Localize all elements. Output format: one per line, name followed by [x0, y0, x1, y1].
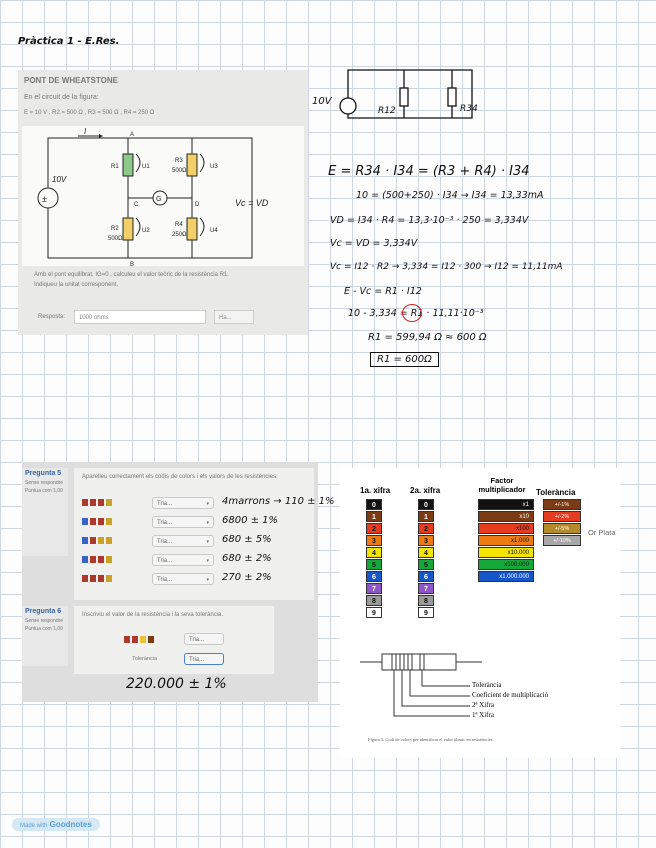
source-label: 10V [52, 175, 67, 184]
q5-meta-1: Sense respondre [25, 480, 64, 486]
made-with-text: Made with [20, 823, 48, 829]
q6-info-box [22, 606, 68, 666]
color-band [98, 537, 104, 544]
quiz-row-select-text: Tria... [157, 501, 173, 507]
color-band [90, 556, 96, 563]
digit-cell: 7 [418, 583, 434, 594]
q6-prompt: Inscriviu el valor de la resistència i la seva tolerància. [82, 612, 224, 618]
chevron-down-icon: ▾ [206, 558, 209, 564]
quiz-row-select-text: Tria... [157, 577, 173, 583]
multiplier-cell: x1.000 [478, 535, 534, 546]
digit-cell: 7 [366, 583, 382, 594]
wheatstone-photo [18, 70, 308, 335]
multiplier-cell: x100.000 [478, 559, 534, 570]
q6-title: Pregunta 6 [25, 608, 62, 615]
multiplier-header: Factor multiplicador [478, 476, 526, 494]
u3-label: U3 [210, 164, 218, 170]
goodnotes-brand: Goodnotes [49, 820, 92, 829]
color-band [82, 575, 88, 582]
multiplier-cell: x1 [478, 499, 534, 510]
q5-title: Pregunta 5 [25, 470, 62, 477]
legend-first-digit: 1ª Xifra [472, 711, 494, 719]
q5-meta-2: Puntua com 1,00 [25, 488, 63, 494]
quiz-row-select-text: Tria... [157, 558, 173, 564]
quiz-row-handwritten-answer: 680 ± 2% [222, 553, 272, 564]
chevron-down-icon: ▾ [206, 539, 209, 545]
color-band [98, 499, 104, 506]
photo-given: E = 10 V , R2 = 500 Ω , R3 = 500 Ω , R4 = 250 Ω [24, 110, 155, 116]
digit-cell: 6 [418, 571, 434, 582]
color-band [82, 556, 88, 563]
r2-label: R2 [111, 226, 119, 232]
digit-cell: 1 [418, 511, 434, 522]
quiz-row-select[interactable] [152, 497, 214, 509]
figure-caption: Figura 3. Codi de colors per identificar el valor òhmic en resistències. [368, 737, 494, 742]
multiplier-cell: x10 [478, 511, 534, 522]
color-band [82, 499, 88, 506]
digit-cell: 8 [418, 595, 434, 606]
multiplier-cell: x1.000.000 [478, 571, 534, 582]
q6-band-3 [140, 636, 146, 643]
note-line-6: E - Vc = R1 · I12 [344, 286, 422, 297]
note-line-5: Vc = I12 · R2 → 3,334 = I12 · 300 → I12 = 11,11mA [330, 262, 563, 272]
tolerance-side-note: Or Plata [588, 528, 616, 537]
second-digit-header: 2a. xifra [410, 486, 441, 495]
digit-cell: 5 [366, 559, 382, 570]
q6-meta-2: Puntua com 1,00 [25, 626, 63, 632]
r3-label: R3 [175, 158, 183, 164]
quiz-row-select[interactable] [152, 554, 214, 566]
quiz-row [22, 515, 318, 531]
resistor-band-figure [356, 648, 486, 738]
quiz-row-handwritten-answer: 4marrons → 110 ± 1% [222, 496, 335, 507]
q6-band-2 [132, 636, 138, 643]
color-band [82, 518, 88, 525]
quiz-row-handwritten-answer: 6800 ± 1% [222, 515, 279, 526]
digit-cell: 0 [418, 499, 434, 510]
chevron-down-icon: ▾ [206, 501, 209, 507]
q6-meta-1: Sense respondre [25, 618, 64, 624]
digit-cell: 9 [418, 607, 434, 618]
digit-cell: 2 [418, 523, 434, 534]
handwritten-schematic [330, 60, 500, 130]
color-band [106, 499, 112, 506]
schematic-source-label: 10V [312, 96, 332, 107]
color-band [106, 556, 112, 563]
legend-second-digit: 2ª Xifra [472, 701, 494, 709]
photo-question: Amb el pont equilibrat, IG=0 , calculeu el valor teòric de la resistència R1. [34, 272, 229, 278]
galvanometer-label: G [156, 196, 162, 203]
q6-content [74, 606, 274, 674]
tolerance-cell: +/-1% [543, 499, 581, 510]
quiz-row-select[interactable] [152, 573, 214, 585]
q6-tolerance-label: Tolerància [132, 656, 158, 662]
quiz-row-select[interactable] [152, 516, 214, 528]
node-b: B [130, 262, 135, 268]
q6-tolerance-select-text: Tria... [189, 657, 205, 663]
unit-select[interactable] [214, 310, 254, 324]
note-line-7: 10 - 3,334 = R1 · 11,11·10⁻³ [348, 308, 484, 319]
q6-band-1 [124, 636, 130, 643]
digit-cell: 3 [418, 535, 434, 546]
photo-question-2: Indiqueu la unitat corresponent. [34, 282, 119, 288]
note-line-3: VD = I34 · R4 = 13,3·10⁻³ · 250 = 3,334V [330, 215, 529, 226]
u2-label: U2 [142, 228, 150, 234]
legend-tolerance: Tolerància [472, 681, 502, 689]
r1-label: R1 [111, 164, 119, 170]
q6-value-select[interactable] [184, 633, 224, 645]
wheatstone-circuit-diagram [22, 126, 304, 266]
color-band [90, 575, 96, 582]
r4-value: 250Ω [172, 232, 187, 238]
digit-cell: 9 [366, 607, 382, 618]
q6-band-4 [148, 636, 154, 643]
digit-cell: 6 [366, 571, 382, 582]
quiz-row [22, 572, 318, 588]
color-band [98, 518, 104, 525]
answer-input[interactable]: 1000 ohms [74, 310, 206, 324]
r2-value: 500Ω [108, 236, 123, 242]
node-c: C [134, 202, 139, 208]
q5-prompt: Aparelleu correctament els codis de colors i els valors de les resistències: [82, 474, 278, 480]
digit-cell: 4 [418, 547, 434, 558]
quiz-row [22, 496, 335, 512]
note-line-8: R1 = 599,94 Ω ≈ 600 Ω [368, 332, 487, 343]
u4-label: U4 [210, 228, 218, 234]
chevron-down-icon: ▾ [206, 520, 209, 526]
tolerance-cell: +/-5% [543, 523, 581, 534]
digit-cell: 2 [366, 523, 382, 534]
quiz-row-select-text: Tria... [157, 520, 173, 526]
schematic-r12-label: R12 [378, 106, 396, 116]
color-band [90, 537, 96, 544]
quiz-row [22, 553, 318, 569]
r1-circle [402, 304, 422, 322]
circuit-figure [22, 126, 304, 266]
tolerance-header: Tolerància [536, 488, 576, 497]
multiplier-cell: x100 [478, 523, 534, 534]
tolerance-cell: +/-10% [543, 535, 581, 546]
result-box: R1 = 600Ω [370, 352, 439, 367]
q6-value-select-text: Tria... [189, 637, 205, 643]
chevron-down-icon: ▾ [206, 577, 209, 583]
color-band [90, 499, 96, 506]
color-band [98, 575, 104, 582]
color-band [106, 575, 112, 582]
digit-cell: 0 [366, 499, 382, 510]
schematic-r34-label: R34 [460, 104, 478, 114]
legend-multiplier: Coeficient de multiplicació [472, 691, 549, 699]
page-title: Pràctica 1 - E.Res. [18, 36, 120, 47]
color-band [106, 537, 112, 544]
digit-cell: 4 [366, 547, 382, 558]
current-label: I [84, 127, 87, 136]
unit-select-value: Ha... [219, 315, 232, 321]
color-band [82, 537, 88, 544]
r3-value: 500Ω [172, 168, 187, 174]
note-line-1: E = R34 · I34 = (R3 + R4) · I34 [328, 164, 530, 179]
quiz-row-select-text: Tria... [157, 539, 173, 545]
r4-label: R4 [175, 222, 183, 228]
svg-text:±: ± [42, 194, 47, 204]
digit-cell: 5 [418, 559, 434, 570]
goodnotes-badge[interactable] [12, 818, 100, 831]
photo-heading: PONT DE WHEATSTONE [24, 76, 118, 85]
digit-cell: 1 [366, 511, 382, 522]
photo-intro: En el circuit de la figura: [24, 94, 99, 101]
node-d: D [195, 202, 200, 208]
color-band [98, 556, 104, 563]
multiplier-cell: x10.000 [478, 547, 534, 558]
u1-label: U1 [142, 164, 150, 170]
quiz-row-handwritten-answer: 680 ± 5% [222, 534, 272, 545]
digit-cell: 3 [366, 535, 382, 546]
quiz-row [22, 534, 318, 550]
answer-label: Resposta: [38, 314, 66, 320]
first-digit-header: 1a. xifra [360, 486, 391, 495]
bridge-equation: Vc = VD [235, 198, 269, 208]
color-band [90, 518, 96, 525]
quiz-row-select[interactable] [152, 535, 214, 547]
note-line-4: Vc = VD = 3,334V [330, 238, 418, 249]
quiz-photo [22, 462, 335, 702]
digit-cell: 8 [366, 595, 382, 606]
q6-handwritten-answer: 220.000 ± 1% [126, 676, 227, 692]
tolerance-cell: +/-2% [543, 511, 581, 522]
note-line-2: 10 = (500+250) · I34 → I34 = 13,33mA [356, 190, 544, 201]
q6-tolerance-select[interactable] [184, 653, 224, 665]
node-a: A [130, 132, 135, 138]
quiz-row-handwritten-answer: 270 ± 2% [222, 572, 272, 583]
color-band [106, 518, 112, 525]
